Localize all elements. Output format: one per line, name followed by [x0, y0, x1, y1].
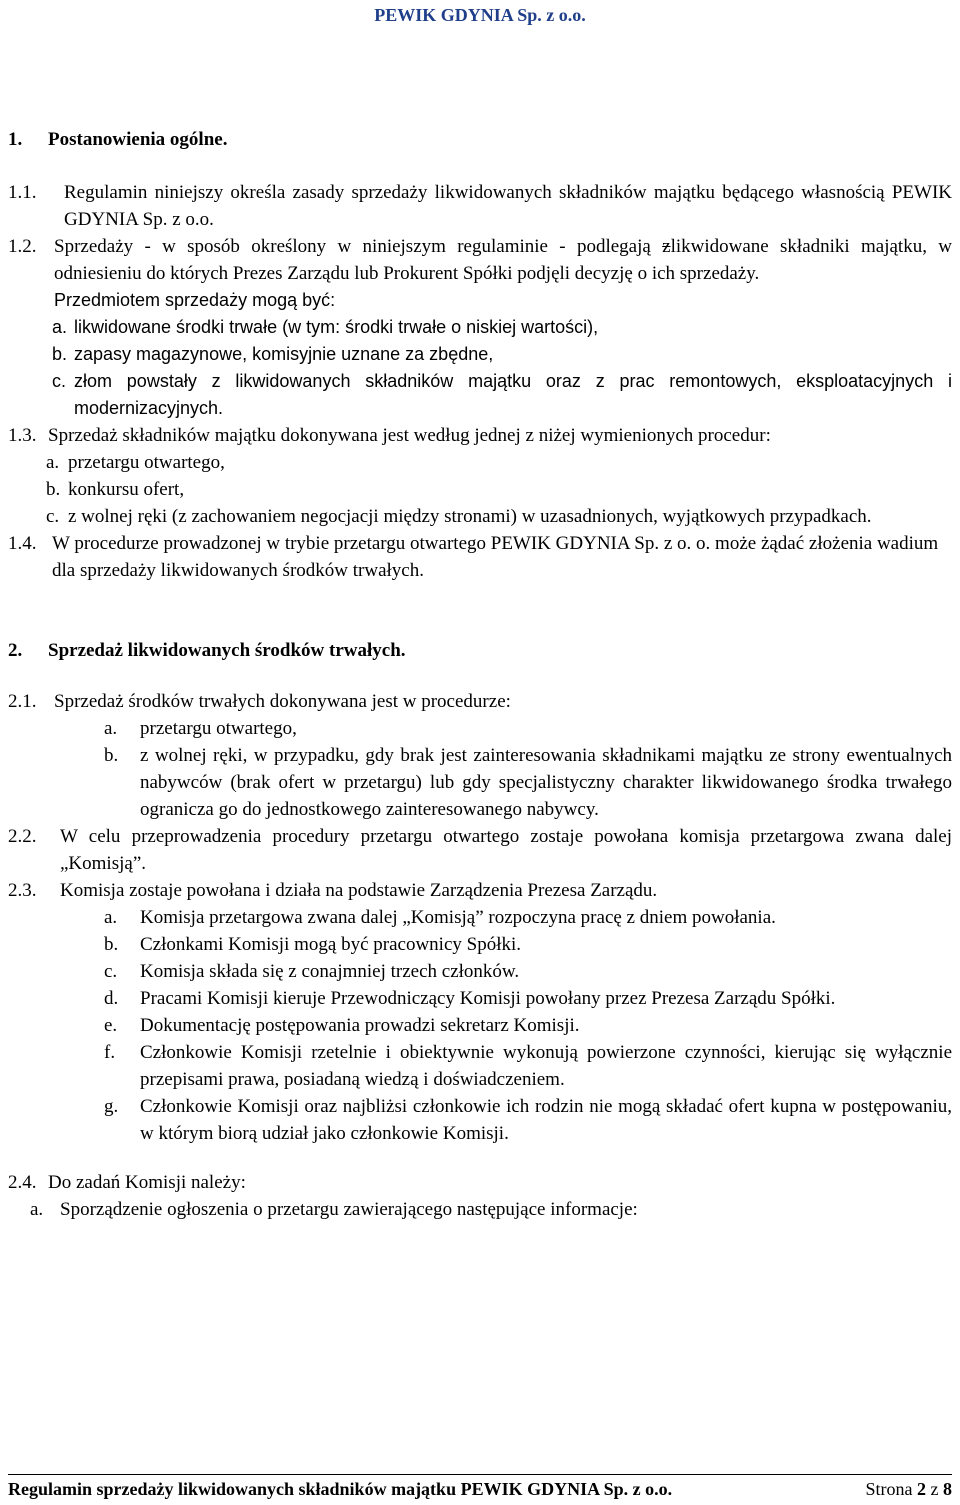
- list-item: c. Komisja składa się z conajmniej trzech członków.: [104, 961, 520, 982]
- paragraph-number: 1.1.: [8, 182, 37, 203]
- section-2-heading: [8, 637, 952, 664]
- list-item: a. przetargu otwartego,: [46, 452, 225, 473]
- paragraph-1-3: [8, 422, 952, 530]
- list-item: b. z wolnej ręki, w przypadku, gdy brak jest zainteresowania składnikami majątku ze strony ewentualnych nabywców (brak ofert w przetargu) lub gdy specjalistyczny charakter likwidowanego środka trwałego ogranicza go do jednostkowego zainteresowanego nabywcy.: [104, 745, 952, 820]
- list-item: e. Dokumentację postępowania prowadzi sekretarz Komisji.: [104, 1015, 580, 1036]
- paragraph-text: Sprzedaży - w sposób określony w niniejszym regulaminie - podlegają: [54, 236, 663, 257]
- paragraph-1-1: [8, 179, 952, 233]
- paragraph-text: Komisja zostaje powołana i działa na podstawie Zarządzenia Prezesa Zarządu.: [60, 880, 658, 901]
- struck-text: z: [662, 236, 671, 257]
- section-title: Sprzedaż likwidowanych środków trwałych.: [48, 640, 406, 661]
- list: [104, 904, 952, 1147]
- list: [52, 314, 952, 422]
- list-item: c. z wolnej ręki (z zachowaniem negocjacji między stronami) w uzasadnionych, wyjątkowych przypadkach.: [46, 506, 872, 527]
- section-number: 1.: [8, 129, 23, 150]
- list-item: a. Komisja przetargowa zwana dalej „Komisją” rozpoczyna pracę z dniem powołania.: [104, 907, 776, 928]
- list-item: b. Członkami Komisji mogą być pracownicy Spółki.: [104, 934, 522, 955]
- paragraph-text: W procedurze prowadzonej w trybie przetargu otwartego PEWIK GDYNIA Sp. z o. o. może żądać złożenia wadium dla sprzedaży likwidowanych środków trwałych.: [52, 533, 939, 581]
- list: [30, 1196, 952, 1223]
- list-item: b. zapasy magazynowe, komisyjnie uznane za zbędne,: [52, 344, 494, 364]
- section-number: 2.: [8, 640, 23, 661]
- list-item: c. złom powstały z likwidowanych składników majątku oraz z prac remontowych, eksploatacyjnych i modernizacyjnych.: [52, 371, 952, 418]
- list-intro: Przedmiotem sprzedaży mogą być:: [54, 290, 336, 310]
- paragraph-number: 1.4.: [8, 533, 37, 554]
- footer-document-title: Regulamin sprzedaży likwidowanych składników majątku PEWIK GDYNIA Sp. z o.o.: [8, 1479, 673, 1499]
- paragraph-text: Sprzedaż środków trwałych dokonywana jest w procedurze:: [54, 691, 511, 712]
- paragraph-1-2: [8, 233, 952, 422]
- list-item: a. likwidowane środki trwałe (w tym: środki trwałe o niskiej wartości),: [52, 317, 599, 337]
- paragraph-text: Sprzedaż składników majątku dokonywana jest według jednej z niżej wymienionych procedur:: [48, 425, 771, 446]
- paragraph-2-4: [8, 1169, 952, 1223]
- paragraph-2-3: [8, 877, 952, 1147]
- paragraph-number: 2.1.: [8, 691, 37, 712]
- list-item: b. konkursu ofert,: [46, 479, 185, 500]
- paragraph-2-1: [8, 688, 952, 823]
- page-footer: [8, 1474, 952, 1501]
- paragraph-2-2: [8, 823, 952, 877]
- page-number: 2: [917, 1479, 926, 1499]
- paragraph-1-4: [8, 530, 952, 584]
- page-header: PEWIK GDYNIA Sp. z o.o.: [374, 5, 586, 25]
- paragraph-text: Do zadań Komisji należy:: [48, 1172, 246, 1193]
- paragraph-text: likwidowane składniki majątku, w odniesieniu do których Prezes Zarządu lub Prokurent Spółki podjęli decyzję o ich sprzedaży.: [54, 236, 953, 284]
- section-1-heading: [8, 126, 952, 153]
- list-item: a. Sporządzenie ogłoszenia o przetargu zawierającego następujące informacje:: [30, 1199, 638, 1220]
- paragraph-number: 1.2.: [8, 236, 37, 257]
- page-indicator: Strona 2 z 8: [865, 1479, 952, 1499]
- paragraph-number: 2.2.: [8, 826, 37, 847]
- list-item: f. Członkowie Komisji rzetelnie i obiektywnie wykonują powierzone czynności, kierując się wyłącznie przepisami prawa, posiadaną wiedzą i doświadczeniem.: [104, 1042, 952, 1090]
- list-item: d. Pracami Komisji kieruje Przewodniczący Komisji powołany przez Prezesa Zarządu Spółki.: [104, 988, 836, 1009]
- paragraph-number: 2.4.: [8, 1172, 37, 1193]
- section-title: Postanowienia ogólne.: [48, 129, 228, 150]
- list: [104, 715, 952, 823]
- paragraph-number: 2.3.: [8, 880, 37, 901]
- list-item: a. przetargu otwartego,: [104, 718, 297, 739]
- paragraph-text: W celu przeprowadzenia procedury przetargu otwartego zostaje powołana komisja przetargowa zwana dalej „Komisją”.: [60, 826, 952, 874]
- page-total: 8: [943, 1479, 952, 1499]
- list: [46, 449, 952, 530]
- paragraph-number: 1.3.: [8, 425, 37, 446]
- paragraph-text: Regulamin niniejszy określa zasady sprzedaży likwidowanych składników majątku będącego własnością PEWIK GDYNIA Sp. z o.o.: [64, 182, 952, 230]
- document-body: [8, 126, 952, 1223]
- list-item: g. Członkowie Komisji oraz najbliżsi członkowie ich rodzin nie mogą składać ofert kupna w postępowaniu, w którym biorą udział jako członkowie Komisji.: [104, 1096, 952, 1144]
